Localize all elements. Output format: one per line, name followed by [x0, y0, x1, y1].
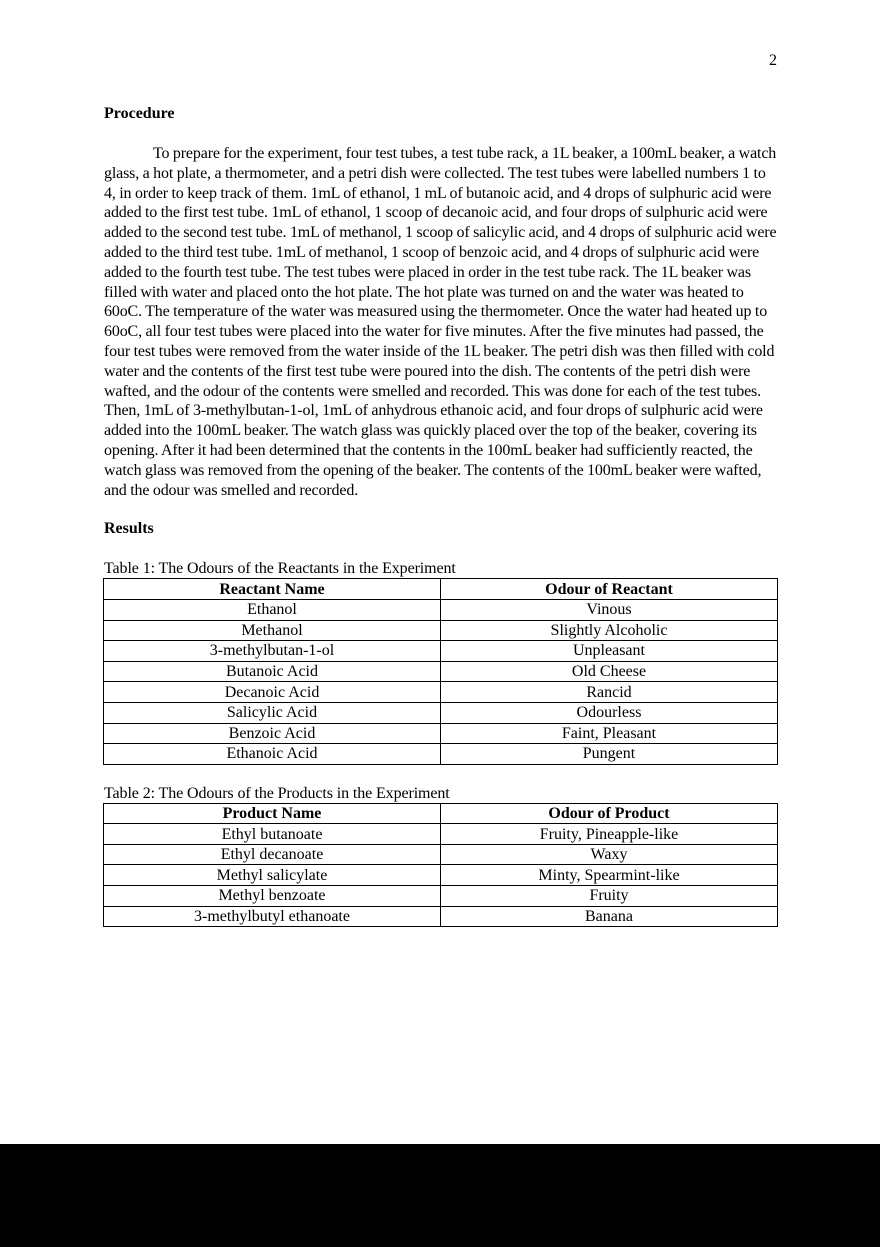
reactant-name-cell: Decanoic Acid: [104, 682, 441, 703]
reactants-odour-table: [103, 578, 778, 764]
reactant-name-cell: Benzoic Acid: [104, 723, 441, 744]
reactant-odour-cell: Vinous: [441, 599, 778, 620]
table-row: [104, 702, 778, 723]
product-name-cell: Ethyl butanoate: [104, 824, 441, 845]
table-row: [104, 641, 778, 662]
reactant-odour-cell: Pungent: [441, 744, 778, 765]
letterbox-band: [0, 1144, 880, 1247]
table1-caption: Table 1: The Odours of the Reactants in the Experiment: [104, 560, 456, 578]
table-row: [104, 620, 778, 641]
reactant-name-cell: 3-methylbutan-1-ol: [104, 641, 441, 662]
reactant-odour-cell: Faint, Pleasant: [441, 723, 778, 744]
products-odour-table: [103, 803, 778, 928]
page-content: [104, 104, 777, 927]
table-row: [104, 886, 778, 907]
column-header-product-name: Product Name: [104, 803, 441, 824]
product-odour-cell: Fruity, Pineapple-like: [441, 824, 778, 845]
reactant-odour-cell: Odourless: [441, 702, 778, 723]
reactant-name-cell: Butanoic Acid: [104, 661, 441, 682]
table-row: [104, 661, 778, 682]
reactant-odour-cell: Slightly Alcoholic: [441, 620, 778, 641]
table-row: [104, 682, 778, 703]
reactant-odour-cell: Rancid: [441, 682, 778, 703]
table-row: [104, 723, 778, 744]
table-header-row: [104, 579, 778, 600]
product-name-cell: Methyl salicylate: [104, 865, 441, 886]
reactant-name-cell: Ethanoic Acid: [104, 744, 441, 765]
product-name-cell: Methyl benzoate: [104, 886, 441, 907]
product-odour-cell: Minty, Spearmint-like: [441, 865, 778, 886]
product-odour-cell: Banana: [441, 906, 778, 927]
reactant-name-cell: Ethanol: [104, 599, 441, 620]
table-header-row: [104, 803, 778, 824]
product-odour-cell: Fruity: [441, 886, 778, 907]
table-row: [104, 906, 778, 927]
reactant-name-cell: Methanol: [104, 620, 441, 641]
results-heading: Results: [104, 520, 154, 538]
column-header-odour-of-reactant: Odour of Reactant: [441, 579, 778, 600]
reactant-odour-cell: Old Cheese: [441, 661, 778, 682]
product-name-cell: Ethyl decanoate: [104, 844, 441, 865]
procedure-heading: Procedure: [104, 105, 175, 122]
product-name-cell: 3-methylbutyl ethanoate: [104, 906, 441, 927]
product-odour-cell: Waxy: [441, 844, 778, 865]
reactant-name-cell: Salicylic Acid: [104, 702, 441, 723]
column-header-odour-of-product: Odour of Product: [441, 803, 778, 824]
table2-caption: Table 2: The Odours of the Products in the Experiment: [104, 784, 450, 802]
table-row: [104, 865, 778, 886]
page-number: 2: [769, 52, 777, 69]
table-row: [104, 599, 778, 620]
table-row: [104, 744, 778, 765]
table-row: [104, 844, 778, 865]
table-row: [104, 824, 778, 845]
procedure-paragraph: To prepare for the experiment, four test tubes, a test tube rack, a 1L beaker, a 100mL beaker, a watch glass, a hot plate, a thermometer, and a petri dish were collected. The test tubes were labelled numbers 1 to 4, in order to keep track of them. 1mL of ethanol, 1 mL of butanoic acid, and 4 drops of sulphuric acid were added to the first test tube. 1mL of ethanol, 1 scoop of decanoic acid, and four drops of sulphuric acid were added to the second test tube. 1mL of methanol, 1 scoop of salicylic acid, and 4 drops of sulphuric acid were added to the third test tube. 1mL of methanol, 1 scoop of benzoic acid, and 4 drops of sulphuric acid were added to the fourth test tube. The test tubes were placed in order in the test tube rack. The 1L beaker was filled with water and placed onto the hot plate. The hot plate was turned on and the water was heated to 60oC. The temperature of the water was measured using the thermometer. Once the water had heated up to 60oC, all four test tubes were placed into the water for five minutes. After the five minutes had passed, the four test tubes were removed from the water inside of the 1L beaker. The petri dish was then filled with cold water and the contents of the first test tube were poured into the dish. The contents of the petri dish were wafted, and the odour of the contents were smelled and recorded. This was done for each of the test tubes. Then, 1mL of 3-methylbutan-1-ol, 1mL of anhydrous ethanoic acid, and four drops of sulphuric acid were added into the 100mL beaker. The watch glass was quickly placed over the top of the beaker, covering its opening. After it had been determined that the contents in the 100mL beaker had sufficiently reacted, the watch glass was removed from the opening of the beaker. The contents of the 100mL beaker were wafted, and the odour was smelled and recorded.: [104, 145, 777, 499]
reactant-odour-cell: Unpleasant: [441, 641, 778, 662]
column-header-reactant-name: Reactant Name: [104, 579, 441, 600]
